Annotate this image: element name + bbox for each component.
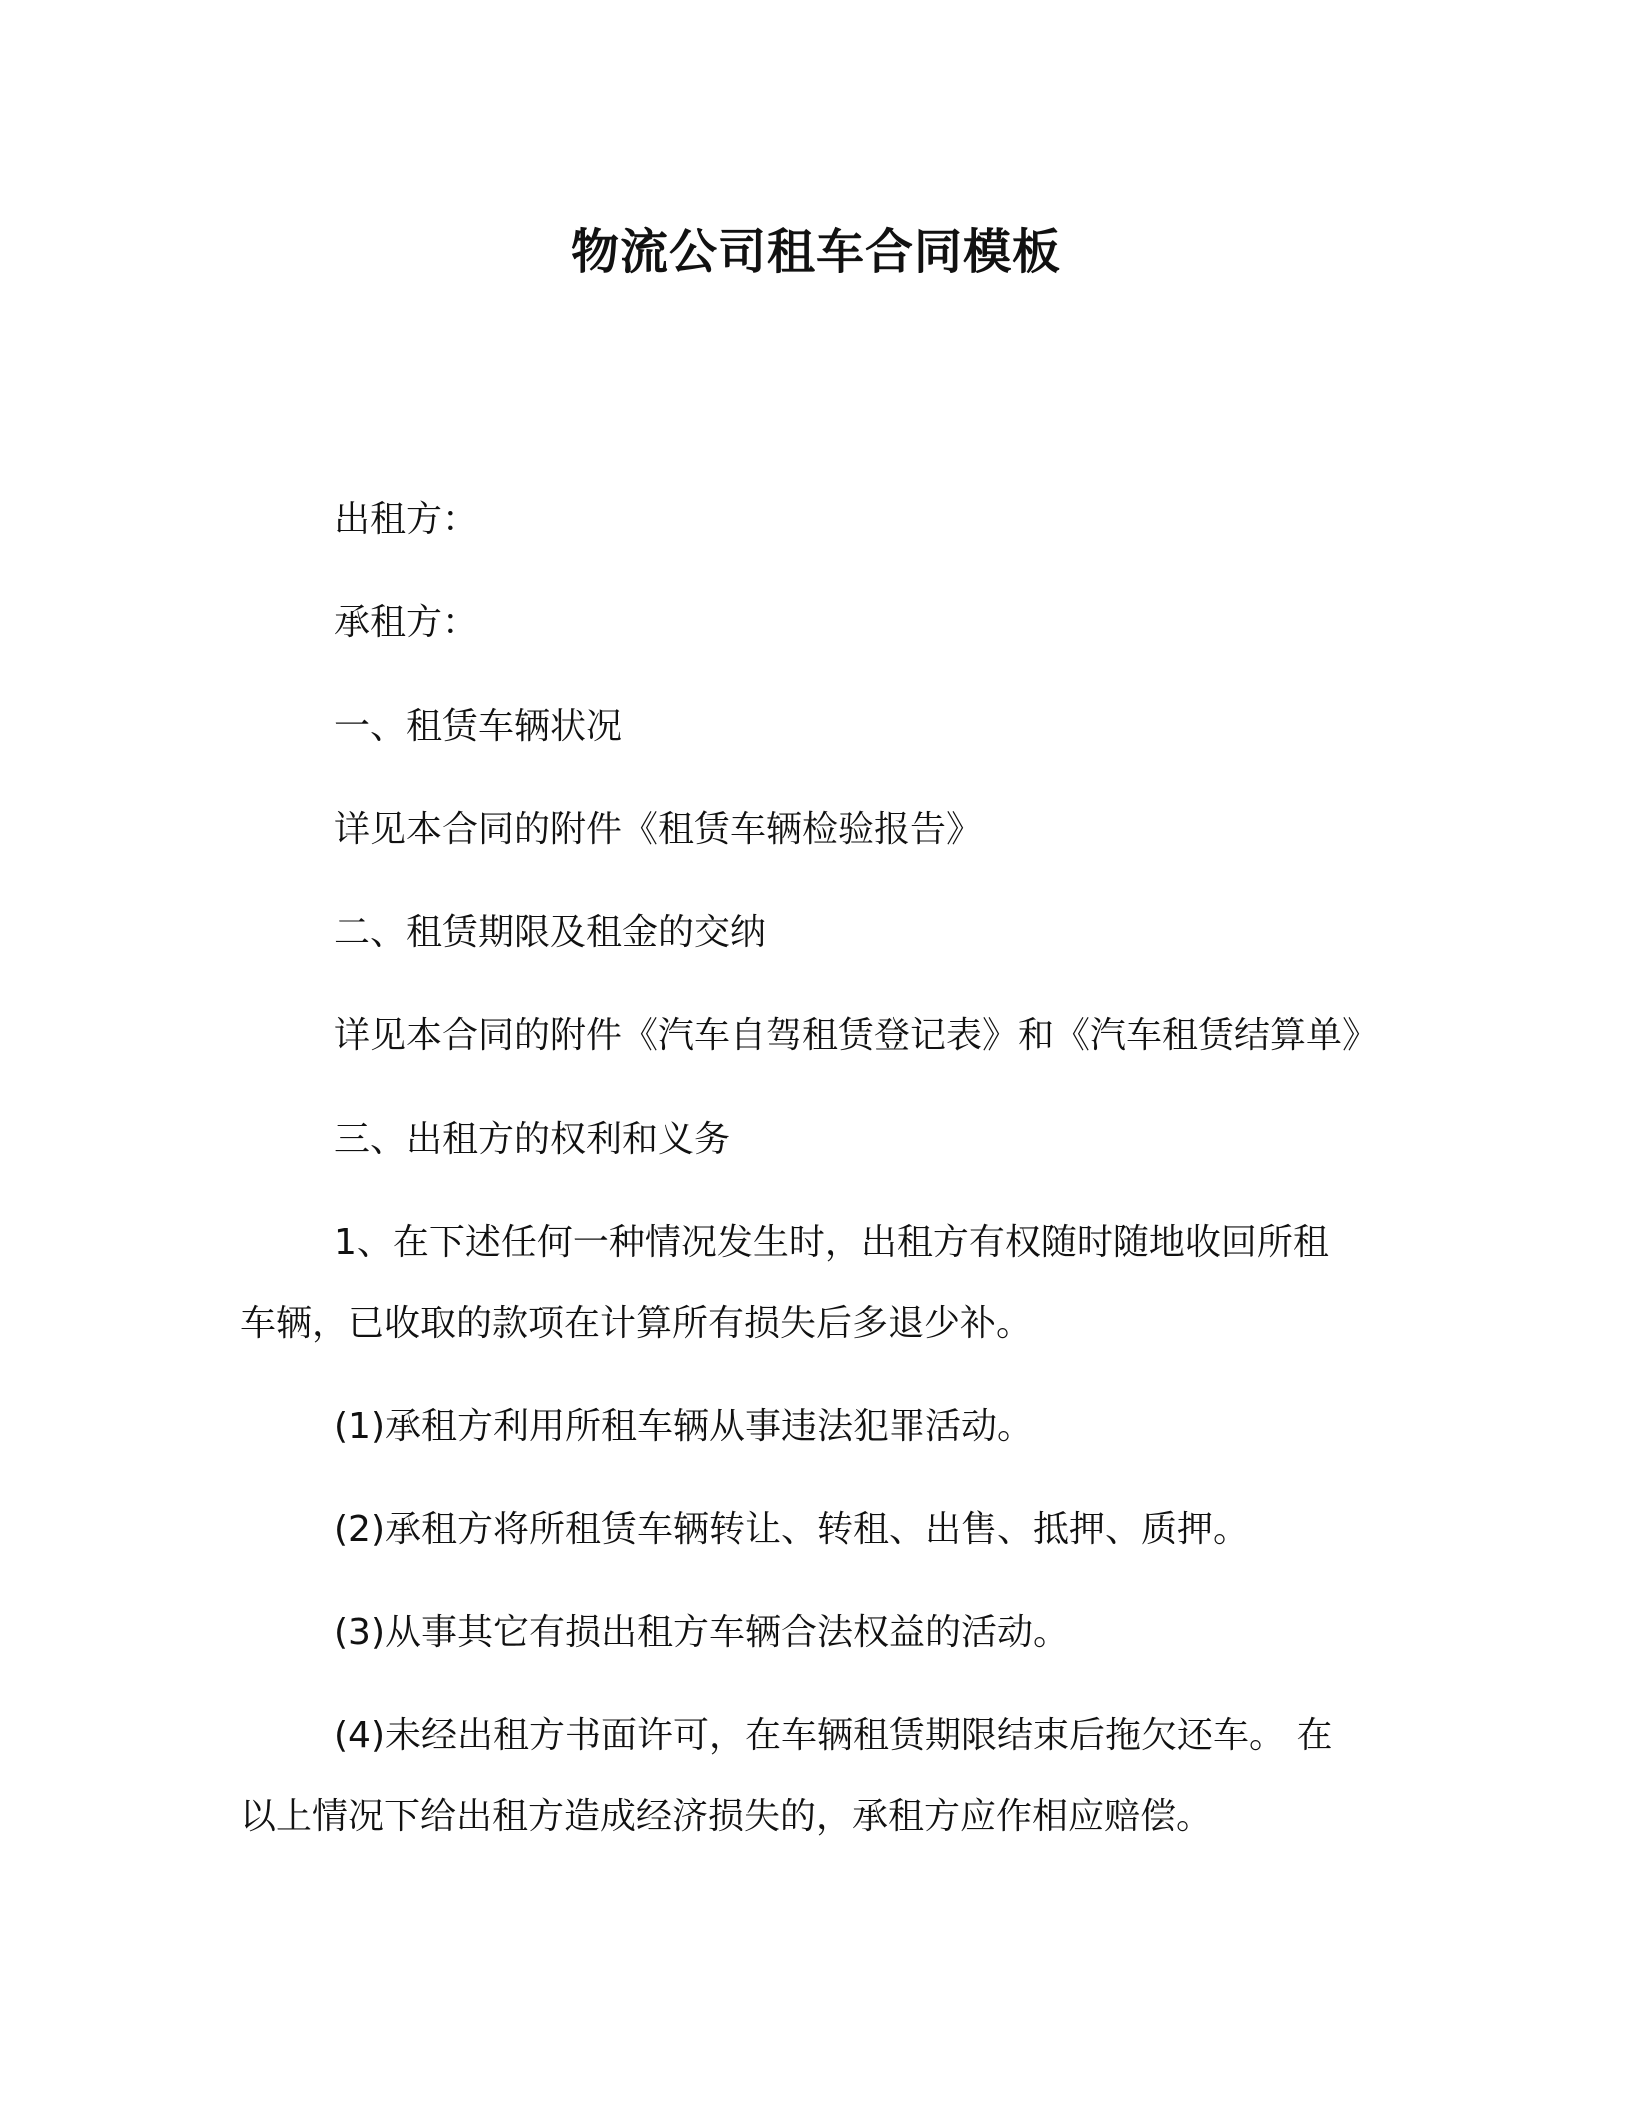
section-1-text: 详见本合同的附件《租赁车辆检验报告》 [334,809,983,850]
item-4-line-2: 以上情况下给出租方造成经济损失的，承租方应作相应赔偿。 [240,1796,1213,1837]
document-title: 物流公司租车合同模板 [570,224,1061,280]
lessor-line: 出租方： [334,499,479,540]
item-2: (2)承租方将所租赁车辆转让、转租、出售、抵押、质押。 [334,1509,1249,1550]
section-heading-2: 二、租赁期限及租金的交纳 [334,912,767,953]
section-2-text: 详见本合同的附件《汽车自驾租赁登记表》和《汽车租赁结算单》 [334,1015,1379,1056]
clause-1-line-1: 1、在下述任何一种情况发生时，出租方有权随时随地收回所租 [334,1222,1329,1263]
section-heading-1: 一、租赁车辆状况 [334,706,623,747]
clause-1-line-2: 车辆，已收取的款项在计算所有损失后多退少补。 [240,1303,1033,1344]
item-3: (3)从事其它有损出租方车辆合法权益的活动。 [334,1612,1069,1653]
item-4-line-1: (4)未经出租方书面许可，在车辆租赁期限结束后拖欠还车。 在 [334,1715,1333,1756]
lessee-line: 承租方： [334,602,479,643]
section-heading-3: 三、出租方的权利和义务 [334,1119,731,1160]
item-1: (1)承租方利用所租车辆从事违法犯罪活动。 [334,1406,1033,1447]
